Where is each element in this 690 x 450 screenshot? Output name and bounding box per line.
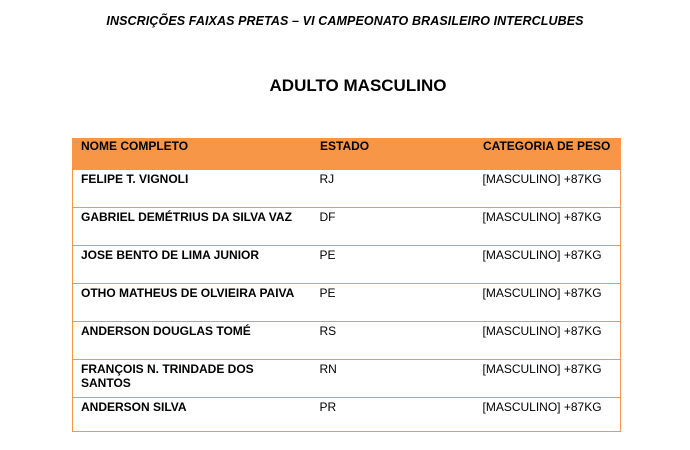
- table-row: [73, 284, 621, 322]
- athlete-state: RN: [312, 360, 475, 398]
- athlete-name: FELIPE T. VIGNOLI: [73, 170, 312, 208]
- table-row: [73, 398, 621, 432]
- column-header-category: CATEGORIA DE PESO: [475, 138, 621, 170]
- athlete-name: ANDERSON SILVA: [73, 398, 312, 432]
- table-row: [73, 360, 621, 398]
- athlete-name: JOSE BENTO DE LIMA JUNIOR: [73, 246, 312, 284]
- athlete-name: GABRIEL DEMÉTRIUS DA SILVA VAZ: [73, 208, 312, 246]
- column-header-state: ESTADO: [312, 138, 475, 170]
- athlete-name: FRANÇOIS N. TRINDADE DOS SANTOS: [73, 360, 312, 398]
- athlete-category: [MASCULINO] +87KG: [475, 360, 621, 398]
- table-row: [73, 170, 621, 208]
- athlete-name: OTHO MATHEUS DE OLVIEIRA PAIVA: [73, 284, 312, 322]
- document-header: INSCRIÇÕES FAIXAS PRETAS – VI CAMPEONATO BRASILEIRO INTERCLUBES: [106, 14, 584, 28]
- table-row: [73, 322, 621, 360]
- athlete-state: PE: [312, 246, 475, 284]
- athlete-category: [MASCULINO] +87KG: [475, 246, 621, 284]
- athlete-category: [MASCULINO] +87KG: [475, 284, 621, 322]
- athlete-state: DF: [312, 208, 475, 246]
- athlete-category: [MASCULINO] +87KG: [475, 170, 621, 208]
- athlete-state: RS: [312, 322, 475, 360]
- athlete-table: [72, 138, 621, 432]
- table-row: [73, 208, 621, 246]
- athlete-state: PR: [312, 398, 475, 432]
- table-header-row: [73, 138, 621, 170]
- table-row: [73, 246, 621, 284]
- athlete-category: [MASCULINO] +87KG: [475, 208, 621, 246]
- column-header-name: NOME COMPLETO: [73, 138, 312, 170]
- athlete-state: RJ: [312, 170, 475, 208]
- athlete-name: ANDERSON DOUGLAS TOMÉ: [73, 322, 312, 360]
- section-title: ADULTO MASCULINO: [269, 76, 447, 95]
- athlete-category: [MASCULINO] +87KG: [475, 322, 621, 360]
- athlete-category: [MASCULINO] +87KG: [475, 398, 621, 432]
- athlete-state: PE: [312, 284, 475, 322]
